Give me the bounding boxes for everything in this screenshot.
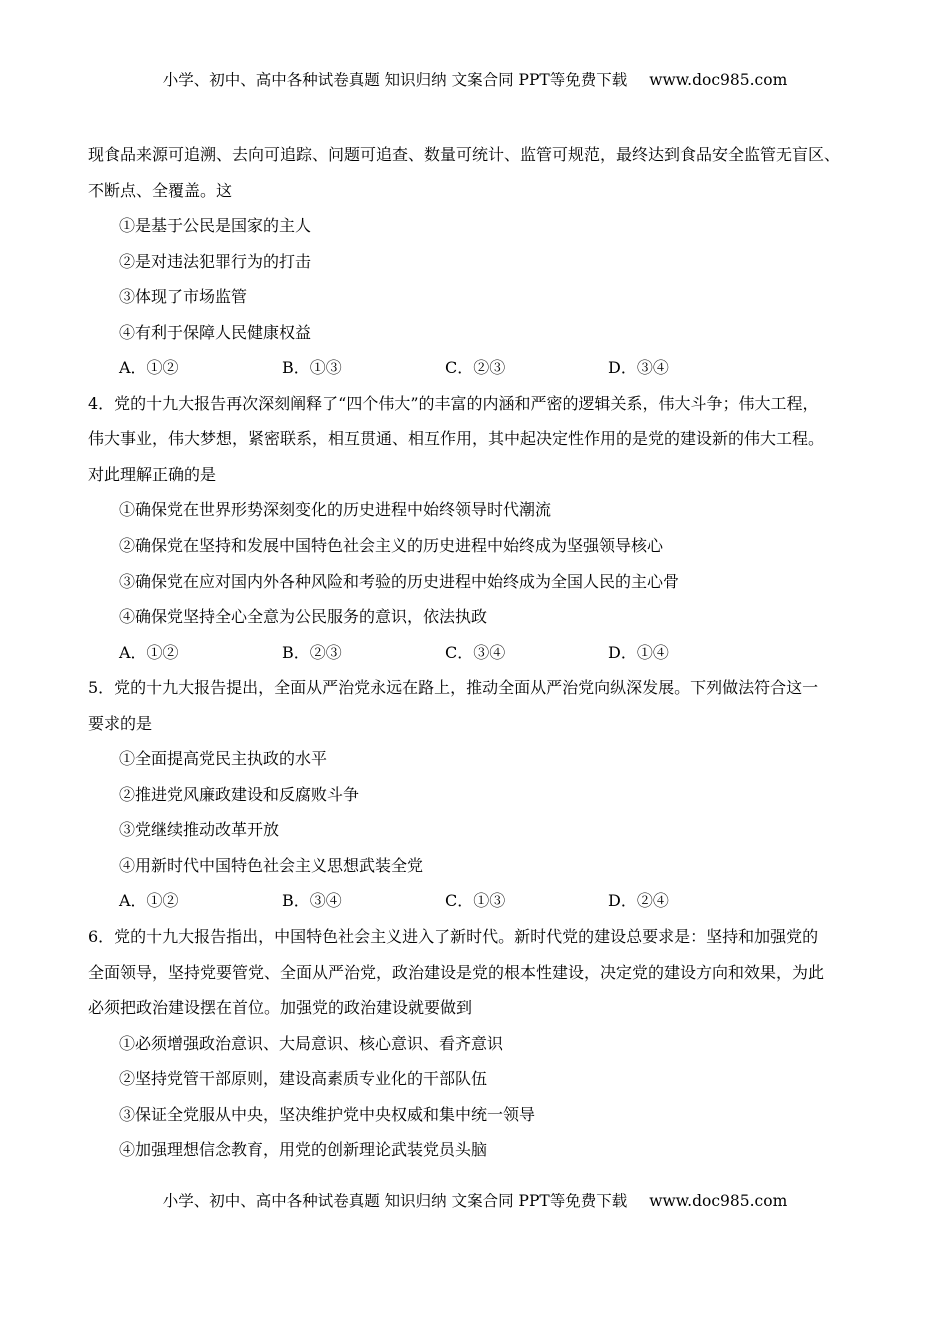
- q6-stem-line-2: 全面领导，坚持党要管党、全面从严治党，政治建设是党的根本性建设，决定党的建设方向和效果，为此: [88, 962, 825, 982]
- q6-option-2: ②坚持党管干部原则，建设高素质专业化的干部队伍: [119, 1069, 488, 1089]
- q3-choice-b: B．①③: [282, 358, 342, 378]
- question-6: [88, 925, 878, 1174]
- q5-stem-line-2: 要求的是: [88, 713, 153, 733]
- q3-option-2: ②是对违法犯罪行为的打击: [119, 251, 312, 271]
- footer-text: 小学、初中、高中各种试卷真题 知识归纳 文案合同 PPT等免费下载: [162, 1192, 628, 1210]
- q4-stem-line-3: 对此理解正确的是: [88, 464, 217, 484]
- q5-choice-a: A．①②: [119, 891, 179, 911]
- q5-option-4: ④用新时代中国特色社会主义思想武装全党: [119, 855, 424, 875]
- q4-stem-line-1: 4．党的十九大报告再次深刻阐释了“四个伟大”的丰富的内涵和严密的逻辑关系，伟大斗争；伟大工程，: [88, 393, 819, 413]
- header-url: www.doc985.com: [649, 71, 788, 89]
- q4-choice-d: D．①④: [608, 642, 669, 662]
- q5-option-2: ②推进党风廉政建设和反腐败斗争: [119, 784, 360, 804]
- q5-option-3: ③党继续推动改革开放: [119, 820, 280, 840]
- q3-choice-a: A．①②: [119, 358, 179, 378]
- q4-option-2: ②确保党在坚持和发展中国特色社会主义的历史进程中始终成为坚强领导核心: [119, 536, 664, 556]
- q3-choice-d: D．③④: [608, 358, 669, 378]
- q5-choice-b: B．③④: [282, 891, 342, 911]
- q4-stem-line-2: 伟大事业，伟大梦想，紧密联系，相互贯通、相互作用，其中起决定性作用的是党的建设新的伟大工程。: [88, 429, 825, 449]
- q4-option-3: ③确保党在应对国内外各种风险和考验的历史进程中始终成为全国人民的主心骨: [119, 571, 680, 591]
- page-footer: [0, 1191, 950, 1211]
- question-3: [88, 143, 878, 392]
- q3-option-3: ③体现了市场监管: [119, 287, 248, 307]
- footer-url: www.doc985.com: [649, 1192, 788, 1210]
- q3-stem-line-2: 不断点、全覆盖。这: [88, 180, 233, 200]
- q4-answer-choices: [88, 641, 878, 677]
- q4-choice-a: A．①②: [119, 642, 179, 662]
- q5-choice-c: C．①③: [445, 891, 506, 911]
- q4-option-4: ④确保党坚持全心全意为公民服务的意识，依法执政: [119, 607, 488, 627]
- q4-choice-c: C．③④: [445, 642, 506, 662]
- q3-stem-line-1: 现食品来源可追溯、去向可追踪、问题可追查、数量可统计、监管可规范，最终达到食品安全监管无盲区、: [88, 145, 841, 164]
- q3-answer-choices: [88, 356, 878, 392]
- q6-option-1: ①必须增强政治意识、大局意识、核心意识、看齐意识: [119, 1033, 504, 1053]
- page-header: [0, 70, 950, 90]
- q3-option-4: ④有利于保障人民健康权益: [119, 322, 312, 342]
- q4-choice-b: B．②③: [282, 642, 342, 662]
- q5-choice-d: D．②④: [608, 891, 669, 911]
- q6-stem-line-1: 6．党的十九大报告指出，中国特色社会主义进入了新时代。新时代党的建设总要求是：坚持和加强党的: [88, 927, 819, 947]
- q5-answer-choices: [88, 889, 878, 925]
- header-text: 小学、初中、高中各种试卷真题 知识归纳 文案合同 PPT等免费下载: [162, 71, 628, 89]
- question-4: [88, 392, 878, 676]
- q4-option-1: ①确保党在世界形势深刻变化的历史进程中始终领导时代潮流: [119, 500, 552, 520]
- q5-stem-line-1: 5．党的十九大报告提出，全面从严治党永远在路上，推动全面从严治党向纵深发展。下列做法符合这一: [88, 678, 819, 698]
- q3-option-1: ①是基于公民是国家的主人: [119, 216, 312, 236]
- q5-option-1: ①全面提高党民主执政的水平: [119, 749, 328, 769]
- q6-option-4: ④加强理想信念教育，用党的创新理论武装党员头脑: [119, 1140, 488, 1160]
- exam-content: [88, 143, 878, 1174]
- q3-choice-c: C．②③: [445, 358, 506, 378]
- q6-option-3: ③保证全党服从中央，坚决维护党中央权威和集中统一领导: [119, 1104, 536, 1124]
- q6-stem-line-3: 必须把政治建设摆在首位。加强党的政治建设就要做到: [88, 998, 473, 1018]
- question-5: [88, 676, 878, 925]
